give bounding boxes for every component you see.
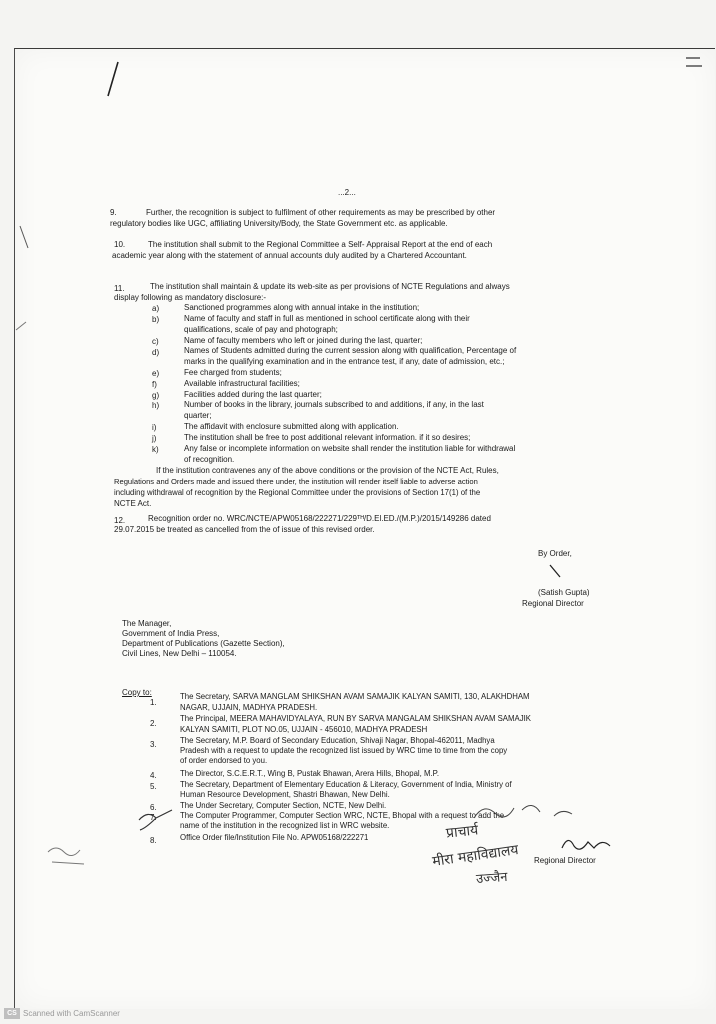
handwritten-tick — [136, 806, 176, 832]
para-11-line1: The institution shall maintain & update its web-site as per provisions of NCTE Regulations and always — [150, 282, 510, 291]
copy-item: The Under Secretary, Computer Section, NCTE, New Delhi. — [180, 801, 387, 810]
margin-scribble — [44, 840, 104, 870]
addressee-line: Government of India Press, — [122, 629, 220, 638]
copy-to-heading: Copy to: — [122, 688, 152, 697]
copy-item: of order endorsed to you. — [180, 756, 268, 765]
contravene-line2: Regulations and Orders made and issued there under, the institution will render itself liable to adverse action — [114, 477, 478, 486]
copy-number: 1. — [150, 698, 157, 707]
para-12-number: 12. — [114, 516, 126, 525]
list-marker: f) — [152, 380, 157, 389]
stamp-institution: मीरा महाविद्यालय — [431, 842, 520, 870]
list-item: qualifications, scale of pay and photograph; — [184, 325, 338, 334]
copy-item: The Computer Programmer, Computer Section WRC, NCTE, Bhopal with a request to add the — [180, 811, 505, 820]
copy-number: 5. — [150, 782, 157, 791]
para-12-line1: Recognition order no. WRC/NCTE/APW05168/222271/229ᵀᴴ/D.El.ED./(M.P.)/2015/149286 dated — [148, 514, 491, 523]
para-9-line2: regulatory bodies like UGC, affiliating University/Body, the State Government etc. as applicable. — [110, 219, 448, 228]
by-order-label: By Order, — [538, 549, 572, 558]
camscanner-logo: CS — [4, 1008, 20, 1019]
list-marker: k) — [152, 445, 159, 454]
list-item: Available infrastructural facilities; — [184, 379, 300, 388]
list-item: Number of books in the library, journals subscribed to and additions, if any, in the last — [184, 400, 484, 409]
copy-number: 4. — [150, 771, 157, 780]
list-item: Name of faculty and staff in full as mentioned in school certificate along with their — [184, 314, 470, 323]
addressee-line: Department of Publications (Gazette Section), — [122, 639, 285, 648]
copy-item: The Principal, MEERA MAHAVIDYALAYA, RUN BY SARVA MANGALAM SHIKSHAN AVAM SAMAJIK — [180, 714, 531, 723]
list-item: Facilities added during the last quarter; — [184, 390, 322, 399]
regional-director-footer: Regional Director — [534, 856, 596, 865]
stamp-designation: प्राचार्य — [445, 822, 480, 842]
list-marker: a) — [152, 304, 160, 313]
copy-item: The Director, S.C.E.R.T., Wing B, Pustak Bhawan, Arera Hills, Bhopal, M.P. — [180, 769, 439, 778]
list-item: quarter; — [184, 411, 212, 420]
list-item: marks in the qualifying examination and in the entrance test, if any, date of admission, etc.; — [184, 357, 505, 366]
addressee-line: Civil Lines, New Delhi – 110054. — [122, 649, 237, 658]
list-marker: d) — [152, 348, 160, 357]
page-number: ...2... — [338, 188, 356, 197]
addressee-line: The Manager, — [122, 619, 172, 628]
copy-number: 8. — [150, 836, 157, 845]
copy-item: KALYAN SAMITI, PLOT NO.05, UJJAIN - 456010, MADHYA PRADESH — [180, 725, 428, 734]
contravene-line4: NCTE Act. — [114, 499, 152, 508]
scanner-watermark — [4, 1008, 120, 1019]
list-marker: j) — [152, 434, 157, 443]
list-item: of recognition. — [184, 455, 235, 464]
para-10-number: 10. — [114, 240, 126, 249]
contravene-line3: including withdrawal of recognition by the Regional Committee under the provisions of Section 17(1) of the — [114, 488, 481, 497]
copy-number: 7. — [150, 813, 157, 822]
list-marker: e) — [152, 369, 160, 378]
list-item: The institution shall be free to post additional relevant information. if it so desires; — [184, 433, 471, 442]
stamp-scribble — [470, 796, 580, 826]
para-10-line1: The institution shall submit to the Regional Committee a Self- Appraisal Report at the end of each — [148, 240, 493, 249]
copy-item: Office Order file/Institution File No. APW05168/222271 — [180, 833, 369, 842]
scanner-brand: Scanned with CamScanner — [23, 1009, 120, 1018]
list-marker: b) — [152, 315, 160, 324]
list-item: Fee charged from students; — [184, 368, 282, 377]
para-11-line2: display following as mandatory disclosure:- — [114, 293, 267, 302]
copy-item: Pradesh with a request to update the recognized list issued by WRC time to time from the copy — [180, 746, 508, 755]
copy-item: name of the institution in the recognized list in WRC website. — [180, 821, 390, 830]
list-item: Any false or incomplete information on website shall render the institution liable for withdrawal — [184, 444, 516, 453]
signatory-name: (Satish Gupta) — [538, 588, 590, 597]
copy-number: 3. — [150, 740, 157, 749]
list-item: The affidavit with enclosure submitted along with application. — [184, 422, 399, 431]
list-item: Names of Students admitted during the current session along with qualification, Percentage of — [184, 346, 517, 355]
director-signature — [558, 832, 618, 856]
para-9-number: 9. — [110, 208, 117, 217]
list-item: Name of faculty members who left or joined during the last, quarter; — [184, 336, 423, 345]
list-item: Sanctioned programmes along with annual intake in the institution; — [184, 303, 420, 312]
copy-number: 6. — [150, 803, 157, 812]
signatory-title: Regional Director — [522, 599, 584, 608]
copy-item: NAGAR, UJJAIN, MADHYA PRADESH. — [180, 703, 318, 712]
copy-item: The Secretary, M.P. Board of Secondary Education, Shivaji Nagar, Bhopal-462011, Madhya — [180, 736, 495, 745]
copy-number: 2. — [150, 719, 157, 728]
copy-item: Human Resource Development, Shastri Bhawan, New Delhi. — [180, 790, 390, 799]
stamp-city: उज्जैन — [475, 869, 509, 888]
list-marker: i) — [152, 423, 157, 432]
signature-tick — [548, 563, 568, 581]
copy-item: The Secretary, Department of Elementary Education & Literacy, Government of India, Ministry of — [180, 780, 512, 789]
copy-item: The Secretary, SARVA MANGLAM SHIKSHAN AVAM SAMAJIK KALYAN SAMITI, 130, ALAKHDHAM — [180, 692, 530, 701]
contravene-line1: If the institution contravenes any of the above conditions or the provision of the NCTE Act, Rules, — [156, 466, 499, 475]
para-11-number: 11. — [114, 284, 125, 293]
para-10-line2: academic year along with the statement of annual accounts duly audited by a Chartered Accountant. — [112, 251, 467, 260]
list-marker: c) — [152, 337, 159, 346]
list-marker: g) — [152, 391, 160, 400]
para-12-line2: 29.07.2015 be treated as cancelled from the of issue of this revised order. — [114, 525, 375, 534]
list-marker: h) — [152, 401, 160, 410]
para-9-line1: Further, the recognition is subject to fulfilment of other requirements as may be prescribed by other — [146, 208, 496, 217]
